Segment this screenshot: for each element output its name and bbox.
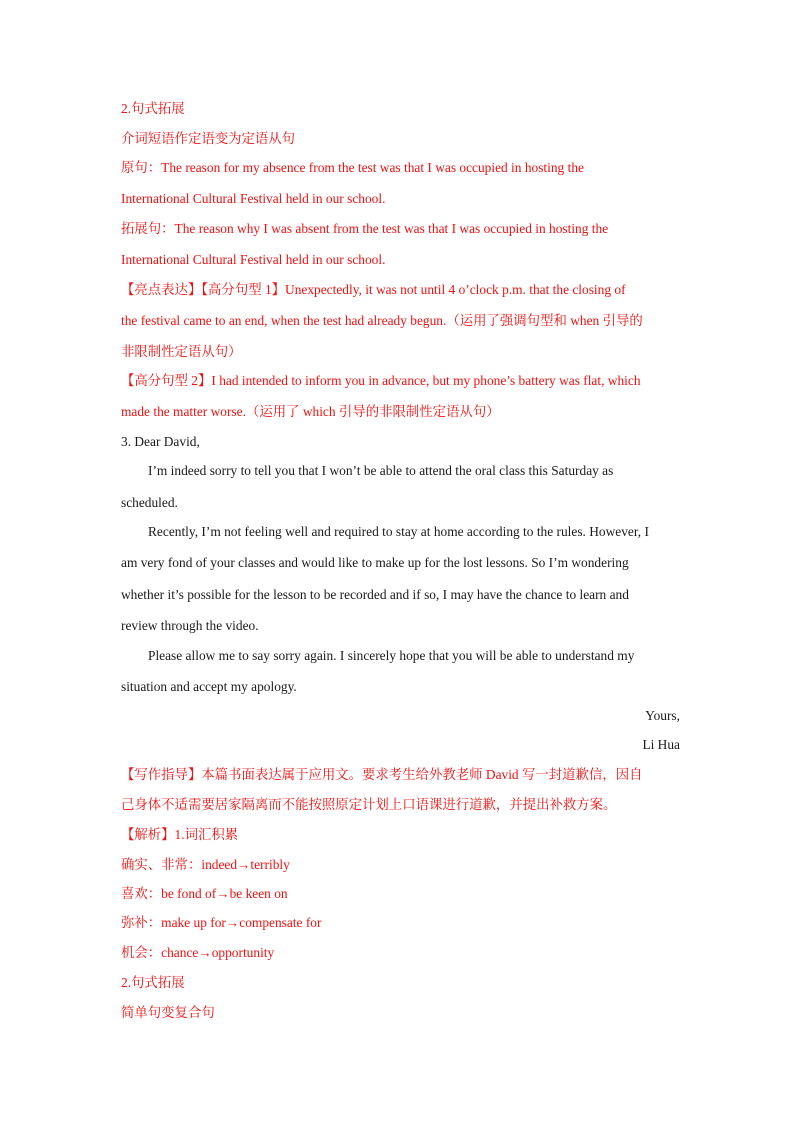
letter-paragraph-line: scheduled. [121, 495, 178, 510]
subheading: 介词短语作定语变为定语从句 [121, 131, 296, 146]
section-heading: 2.句式拓展 [121, 975, 185, 990]
letter-paragraph-line: situation and accept my apology. [121, 679, 297, 694]
letter-paragraph-line: Recently, I’m not feeling well and required to stay at home according to the rules. However, I [148, 524, 649, 539]
letter-paragraph-line: am very fond of your classes and would like to make up for the lost lessons. So I’m wondering [121, 555, 629, 570]
vocab-item: 机会：chance→opportunity [121, 945, 275, 960]
highlight-line: made the matter worse.（运用了 which 引导的非限制性定语从句） [121, 404, 500, 419]
writing-guide-line: 己身体不适需要居家隔离而不能按照原定计划上口语课进行道歉，并提出补救方案。 [121, 797, 617, 812]
letter-paragraph-line: I’m indeed sorry to tell you that I won’t be able to attend the oral class this Saturday as [148, 463, 614, 478]
subheading: 简单句变复合句 [121, 1005, 215, 1020]
letter-paragraph-line: whether it’s possible for the lesson to be recorded and if so, I may have the chance to learn and [121, 587, 629, 602]
expanded-sentence-line: 拓展句：The reason why I was absent from the test was that I was occupied in hosting the [121, 221, 609, 236]
writing-guide-line: 【写作指导】本篇书面表达属于应用文。要求考生给外教老师 David 写一封道歉信，因自 [121, 767, 643, 782]
original-sentence-line: 原句：The reason for my absence from the test was that I was occupied in hosting the [121, 160, 584, 175]
original-sentence-line: International Cultural Festival held in our school. [121, 191, 386, 206]
vocab-item: 弥补：make up for→compensate for [121, 915, 322, 930]
highlight-line: 【高分句型 2】I had intended to inform you in advance, but my phone’s battery was flat, which [121, 373, 641, 388]
vocab-item: 喜欢：be fond of→be keen on [121, 886, 288, 901]
highlight-line: the festival came to an end, when the test had already begun.（运用了强调句型和 when 引导的 [121, 313, 643, 328]
vocab-item: 确实、非常：indeed→terribly [121, 857, 290, 872]
letter-signature: Li Hua [642, 737, 680, 752]
letter-salutation: 3. Dear David, [121, 434, 200, 449]
section-heading: 2.句式拓展 [121, 101, 185, 116]
highlight-line: 【亮点表达】【高分句型 1】Unexpectedly, it was not until 4 o’clock p.m. that the closing of [121, 282, 626, 297]
letter-paragraph-line: Please allow me to say sorry again. I sincerely hope that you will be able to understand my [148, 648, 635, 663]
highlight-line: 非限制性定语从句） [121, 344, 242, 359]
letter-closing: Yours, [645, 708, 680, 723]
letter-paragraph-line: review through the video. [121, 618, 259, 633]
analysis-heading: 【解析】1.词汇积累 [121, 827, 239, 842]
expanded-sentence-line: International Cultural Festival held in our school. [121, 252, 386, 267]
